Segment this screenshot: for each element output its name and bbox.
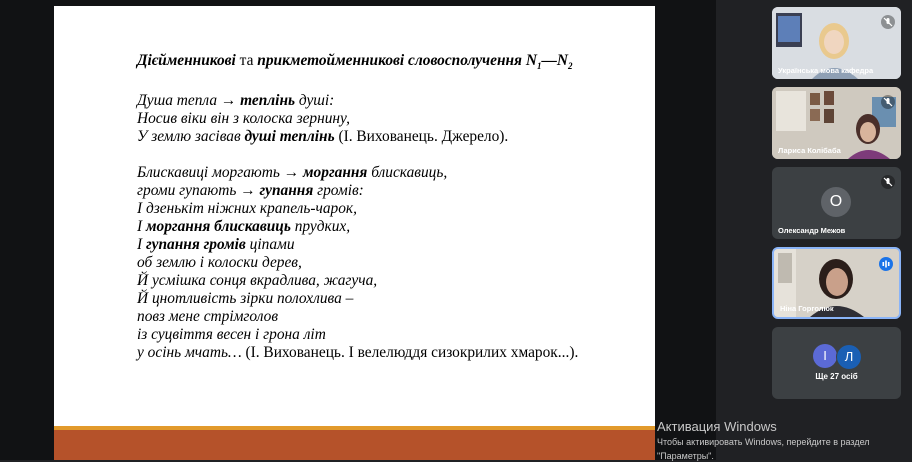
poem-line bbox=[137, 110, 647, 128]
poem-segment: моргання bbox=[299, 164, 368, 182]
mic-off-icon bbox=[881, 95, 895, 109]
poem-segment: І bbox=[137, 236, 146, 254]
poem-segment: Душа тепла bbox=[137, 92, 221, 110]
participant-name: Українська мова кафедра bbox=[778, 66, 874, 75]
watermark-line-2: "Параметры". bbox=[657, 451, 714, 461]
title-part-2: та bbox=[235, 52, 258, 69]
more-participants-tile[interactable] bbox=[772, 327, 901, 399]
participant-tile[interactable] bbox=[772, 87, 901, 159]
participant-name: Ніна Горголюк bbox=[780, 304, 834, 313]
poem-line bbox=[137, 344, 647, 362]
poem-line bbox=[137, 326, 647, 344]
mic-off-icon bbox=[881, 15, 895, 29]
title-subscript-2: 2 bbox=[567, 61, 573, 72]
poem-segment: об землю і колоски дерев, bbox=[137, 254, 302, 272]
poem-line bbox=[137, 308, 647, 326]
poem-segment: Й цнотливість зірки полохлива – bbox=[137, 290, 354, 308]
avatar: Л bbox=[836, 344, 862, 370]
participant-name: Лариса Колібаба bbox=[778, 146, 841, 155]
poem-segment: (І. Вихованець. Джерело). bbox=[334, 128, 509, 146]
poem-segment: І bbox=[137, 218, 146, 236]
poem-line bbox=[137, 272, 647, 290]
poem-line bbox=[137, 236, 647, 254]
poem-segment: (І. Вихованець. І велелюддя сизокрилих хмарок...). bbox=[245, 344, 579, 362]
poem-line bbox=[137, 254, 647, 272]
poem-segment: прудких, bbox=[290, 218, 351, 236]
title-dash: —N bbox=[541, 52, 568, 69]
mic-off-icon bbox=[881, 175, 895, 189]
poem-segment: із суцвіття весен і грона літ bbox=[137, 326, 326, 344]
title-part-1: Дієйменникові bbox=[137, 52, 236, 69]
poem-segment: блискавиць, bbox=[367, 164, 448, 182]
poem-segment: душі: bbox=[295, 92, 335, 110]
avatar: І bbox=[813, 344, 837, 368]
poem-line bbox=[137, 182, 647, 200]
slide-content bbox=[137, 52, 647, 362]
poem-line bbox=[137, 164, 647, 182]
poem-segment: гупання bbox=[255, 182, 314, 200]
poem-segment: моргання блискавиць bbox=[145, 218, 291, 236]
poem-line bbox=[137, 290, 647, 308]
poem-block-2 bbox=[137, 164, 647, 362]
poem-block-1 bbox=[137, 92, 647, 146]
avatar: О bbox=[821, 187, 851, 217]
poem-line bbox=[137, 92, 647, 110]
poem-segment: Й усмішка сонця вкрадлива, жагуча, bbox=[137, 272, 378, 290]
poem-segment: → bbox=[283, 164, 300, 182]
poem-segment: → bbox=[220, 92, 237, 110]
poem-segment: у осінь мчать… bbox=[137, 344, 246, 362]
poem-line bbox=[137, 200, 647, 218]
poem-segment: повз мене стрімголов bbox=[137, 308, 279, 326]
presentation-slide bbox=[54, 6, 655, 460]
participant-name: Олександр Межов bbox=[778, 226, 846, 235]
speaking-indicator-icon bbox=[879, 257, 893, 271]
poem-segment: У землю засівав bbox=[137, 128, 245, 146]
title-subscript-1: 1 bbox=[536, 61, 542, 72]
poem-segment: громи гупають bbox=[137, 182, 241, 200]
slide-footer-bar bbox=[54, 430, 655, 460]
windows-activation-watermark bbox=[657, 419, 870, 462]
poem-segment: теплінь bbox=[236, 92, 296, 110]
poem-segment: громів: bbox=[313, 182, 364, 200]
slide-title bbox=[137, 52, 647, 75]
title-part-3: прикметойменникові словосполучення N bbox=[257, 52, 537, 69]
more-participants-label: Ще 27 осіб bbox=[815, 372, 858, 381]
block-gap bbox=[137, 146, 647, 164]
poem-segment: Носив віки він з колоска зернину, bbox=[137, 110, 350, 128]
participant-tile[interactable] bbox=[772, 7, 901, 79]
watermark-line-1: Чтобы активировать Windows, перейдите в раздел bbox=[657, 437, 870, 447]
poem-segment: гупання громів bbox=[145, 236, 246, 254]
poem-segment: → bbox=[240, 182, 256, 200]
participant-tile-active-speaker[interactable] bbox=[772, 247, 901, 319]
poem-segment: І дзенькіт ніжних крапель-чарок, bbox=[137, 200, 357, 218]
poem-segment: ціпами bbox=[245, 236, 295, 254]
poem-segment: Блискавиці моргають bbox=[137, 164, 284, 182]
participant-tile[interactable] bbox=[772, 167, 901, 239]
poem-line bbox=[137, 128, 647, 146]
poem-line bbox=[137, 218, 647, 236]
poem-segment: душі теплінь bbox=[244, 128, 335, 146]
watermark-title: Активация Windows bbox=[657, 419, 777, 434]
